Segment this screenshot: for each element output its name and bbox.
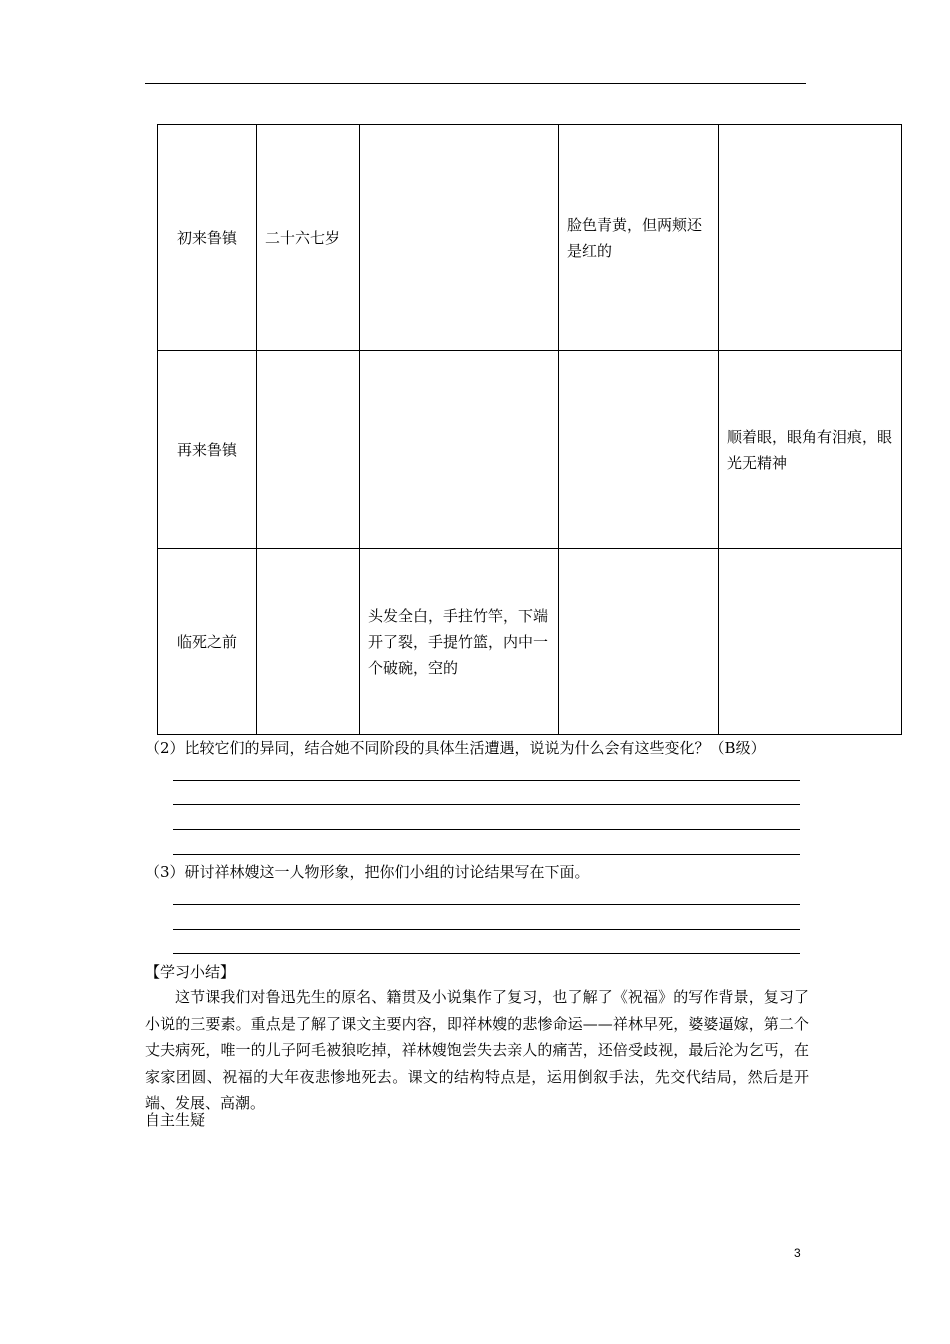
answer-line[interactable] xyxy=(173,929,800,930)
stage-cell: 再来鲁镇 xyxy=(158,351,257,549)
self-question-heading: 自主生疑 xyxy=(145,1111,206,1129)
age-cell: 二十六七岁 xyxy=(257,125,360,351)
table-cell: 脸色青黄，但两颊还是红的 xyxy=(559,125,719,351)
answer-line[interactable] xyxy=(173,953,800,954)
question-2: （2）比较它们的异同，结合她不同阶段的具体生活遭遇，说说为什么会有这些变化？（B级） xyxy=(145,739,766,757)
answer-line[interactable] xyxy=(173,829,800,830)
table-cell xyxy=(360,351,559,549)
table-cell xyxy=(360,125,559,351)
header-rule xyxy=(145,83,806,84)
table-cell xyxy=(719,549,902,735)
summary-title: 【学习小结】 xyxy=(145,963,236,981)
table-cell xyxy=(559,549,719,735)
answer-line[interactable] xyxy=(173,854,800,855)
answer-line[interactable] xyxy=(173,780,800,781)
age-cell xyxy=(257,351,360,549)
table-cell: 头发全白，手拄竹竿，下端开了裂，手提竹篮，内中一个破碗，空的 xyxy=(360,549,559,735)
table-row xyxy=(158,549,902,735)
table-cell: 顺着眼，眼角有泪痕，眼光无精神 xyxy=(719,351,902,549)
table-row xyxy=(158,351,902,549)
table-row xyxy=(158,125,902,351)
table-cell xyxy=(719,125,902,351)
table-cell xyxy=(559,351,719,549)
answer-line[interactable] xyxy=(173,804,800,805)
stage-cell: 临死之前 xyxy=(158,549,257,735)
summary-body: 这节课我们对鲁迅先生的原名、籍贯及小说集作了复习，也了解了《祝福》的写作背景，复习了小说的三要素。重点是了解了课文主要内容，即祥林嫂的悲惨命运——祥林早死，婆婆逼嫁，第二个丈夫病死，唯一的儿子阿毛被狼吃掉，祥林嫂饱尝失去亲人的痛苦，还倍受歧视，最后沦为乞丐，在家家团圆、祝福的大年夜悲惨地死去。课文的结构特点是，运用倒叙手法，先交代结局，然后是开端、发展、高潮。 xyxy=(145,988,809,1112)
question-3: （3）研讨祥林嫂这一人物形象，把你们小组的讨论结果写在下面。 xyxy=(145,863,590,881)
page-number: 3 xyxy=(794,1246,801,1260)
stage-cell: 初来鲁镇 xyxy=(158,125,257,351)
stage-table xyxy=(157,124,902,735)
answer-line[interactable] xyxy=(173,904,800,905)
age-cell xyxy=(257,549,360,735)
